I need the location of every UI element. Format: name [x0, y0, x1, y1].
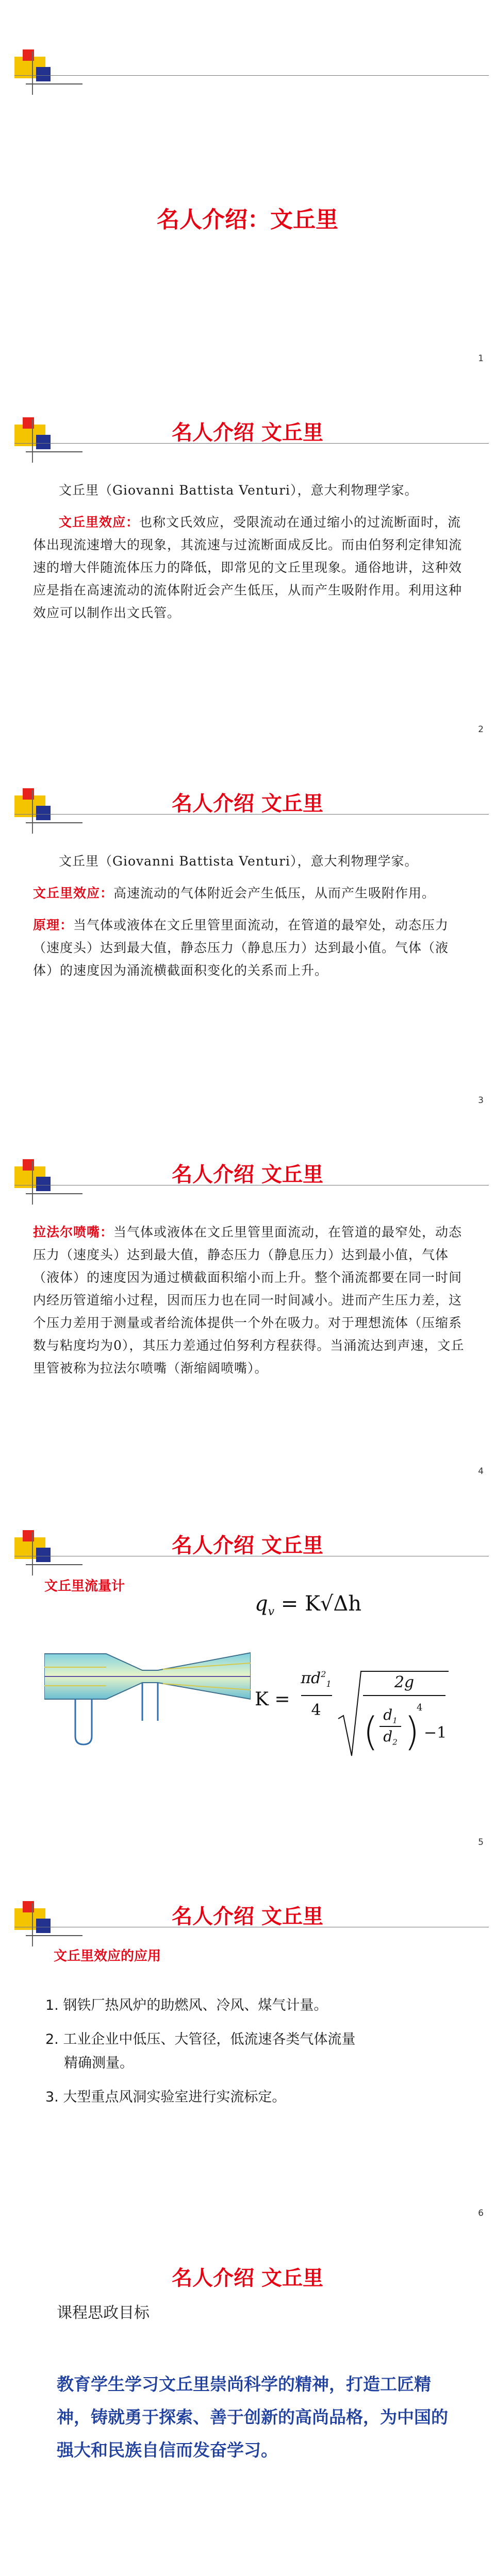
slide-title: 名人介绍 文丘里 — [172, 421, 323, 445]
paren-right: ) — [404, 1708, 420, 1754]
slide-body — [33, 1221, 468, 1389]
objective-heading: 课程思政目标 — [57, 2304, 150, 2322]
slide-title: 名人介绍 文丘里 — [172, 2266, 323, 2290]
list-item-line: 3. 大型重点风洞实验室进行实流标定。 — [45, 2089, 286, 2105]
fraction-bar-d — [380, 1726, 401, 1727]
formula-k-num-sup: 2 — [321, 1669, 326, 1679]
formula-flow-lhs: q — [255, 1592, 268, 1616]
venturi-tube-diagram — [44, 1638, 251, 1752]
slide-1 — [0, 0, 495, 371]
formula-k-numerator — [299, 1669, 333, 1689]
principle-text: 当气体或液体在文丘里管里面流动，在管道的最窄处，动态压力（速度头）达到最大值，静态压力（静息压力）达到最小值。气体（液体）的速度因为涌流横截面积变化的关系而上升。 — [33, 918, 449, 978]
list-item — [45, 2028, 454, 2075]
formula-k — [255, 1669, 451, 1762]
slide-4 — [0, 1113, 495, 1484]
effect-paragraph — [33, 882, 468, 905]
formula-d2 — [378, 1728, 402, 1747]
slide-number: 6 — [478, 2208, 484, 2218]
slide-number: 3 — [478, 1095, 484, 1106]
list-item-line: 1. 钢铁厂热风炉的助燃风、冷风、煤气计量。 — [45, 1997, 328, 2013]
paren-left: ( — [363, 1708, 378, 1754]
formula-k-root-den — [363, 1699, 451, 1756]
principle-paragraph — [33, 914, 468, 982]
slide-number: 2 — [478, 724, 484, 735]
list-item-line: 2. 工业企业中低压、大管径，低流速各类气体流量 — [45, 2031, 356, 2047]
slide-number: 5 — [478, 1837, 484, 1848]
slide-title: 名人介绍 文丘里 — [172, 792, 323, 816]
formula-flow-rhs: = K√Δh — [280, 1592, 362, 1616]
slide-7 — [0, 2226, 495, 2576]
formula-d1 — [378, 1706, 402, 1725]
fraction-bar-inner — [363, 1695, 446, 1696]
slide-title: 名人介绍 文丘里 — [172, 1534, 323, 1557]
flowmeter-label: 文丘里流量计 — [44, 1579, 125, 1594]
formula-d1-char: d — [383, 1706, 393, 1723]
formula-minus-one: −1 — [424, 1724, 447, 1742]
principle-label: 原理： — [33, 918, 74, 933]
formula-k-lhs: K = — [255, 1689, 290, 1710]
slide-5 — [0, 1484, 495, 1855]
formula-k-num: πd — [301, 1669, 321, 1687]
list-item-line-cont: 精确测量。 — [64, 2055, 134, 2071]
slide-number: 4 — [478, 1466, 484, 1477]
nozzle-paragraph — [33, 1221, 468, 1380]
slide-2 — [0, 371, 495, 742]
application-label: 文丘里效应的应用 — [54, 1948, 161, 1964]
intro-text: 文丘里（Giovanni Battista Venturi），意大利物理学家。 — [59, 854, 418, 869]
slide-title: 名人介绍 文丘里 — [172, 1905, 323, 1928]
logo-decoration — [14, 49, 61, 91]
formula-flow — [255, 1592, 361, 1618]
slide-title: 名人介绍：文丘里 — [157, 207, 338, 233]
slide-body — [33, 850, 468, 991]
slide-title: 名人介绍 文丘里 — [172, 1163, 323, 1187]
slide-6 — [0, 1855, 495, 2226]
formula-d2-char: d — [383, 1728, 393, 1745]
effect-text: 也称文氏效应，受限流动在通过缩小的过流断面时，流体出现流速增大的现象，其流速与过流断面成反比。而由伯努利定律知流速的增大伴随流体压力的降低，即常见的文丘里现象。通俗地讲，这种效应是指在高速流动的流体附近会产生低压，从而产生吸附作用。利用这种效应可以制作出文氏管。 — [33, 515, 463, 620]
nozzle-text: 当气体或液体在文丘里管里面流动，在管道的最窄处，动态压力（速度头）达到最大值，静态压力（静息压力）达到最小值，气体（液体）的速度因为通过横截面积缩小而上升。整个涌流都要在同一时间内经历管道缩小过程，因而压力也在同一时间减小。进而产生压力差，这个压力差用于测量或者给流体提供一个外在吸力。对于理想流体（压缩系数与粘度均为0），其压力差通过伯努利方程获得。当涌流达到声速，文丘里管被称为拉法尔喷嘴（渐缩阔喷嘴）。 — [33, 1225, 465, 1376]
slide-3 — [0, 742, 495, 1113]
effect-label: 文丘里效应： — [59, 515, 140, 530]
fraction-bar — [301, 1695, 332, 1696]
slide-body — [33, 479, 468, 634]
slide-number: 1 — [478, 353, 484, 364]
objective-text: 教育学生学习文丘里崇尚科学的精神，打造工匠精神，铸就勇于探索、善于创新的高尚品格，为中国的强大和民族自信而发奋学习。 — [57, 2374, 448, 2460]
effect-text: 高速流动的气体附近会产生低压，从而产生吸附作用。 — [113, 886, 436, 901]
nozzle-label: 拉法尔喷嘴： — [33, 1225, 114, 1240]
formula-k-num-sub: 1 — [326, 1679, 332, 1689]
list-item — [45, 2086, 454, 2109]
application-list — [45, 1994, 454, 2120]
formula-flow-sub: v — [268, 1605, 275, 1618]
intro-text: 文丘里（Giovanni Battista Venturi），意大利物理学家。 — [59, 483, 418, 498]
list-item — [45, 1994, 454, 2018]
formula-d1-sub: 1 — [392, 1716, 398, 1725]
effect-label: 文丘里效应： — [33, 886, 114, 901]
effect-paragraph — [33, 511, 468, 624]
formula-pow: 4 — [417, 1702, 423, 1713]
formula-k-root-num: 2g — [394, 1673, 415, 1691]
formula-d2-sub: 2 — [392, 1737, 398, 1747]
formula-k-den: 4 — [311, 1701, 321, 1719]
